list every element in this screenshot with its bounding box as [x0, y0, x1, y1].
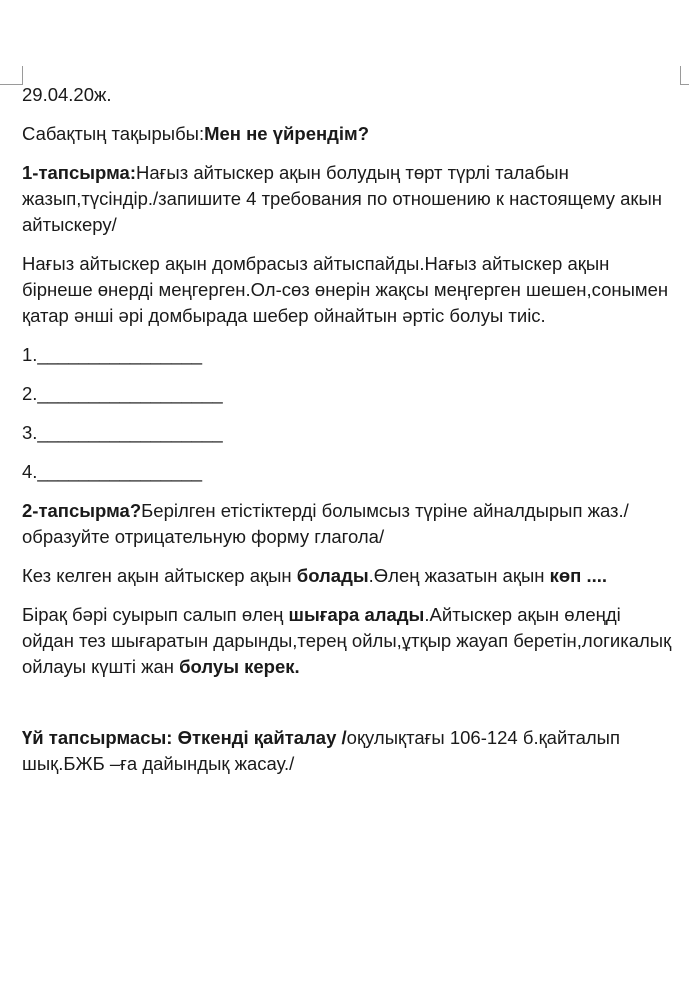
- task-2: [22, 498, 674, 550]
- homework-text: оқулықтағы 106-124 б.қайталып шық.БЖБ –ға дайындық жасау./: [22, 727, 620, 774]
- page-corner-mark-right: [680, 66, 689, 85]
- sentence-2-part-2: .Айтыскер ақын өлеңді ойдан тез шығаратын дарынды,терең ойлы,ұтқыр жауап беретін,логикалық ойлауы күшті жан: [22, 604, 672, 677]
- exercise-sentence-1: [22, 563, 674, 589]
- task-1-text: Нағыз айтыскер ақын болудың төрт түрлі талабын жазып,түсіндір./запишите 4 требования по отношению к настоящему акын айтыскеру/: [22, 162, 663, 235]
- homework-label: Үй тапсырмасы: Өткенді қайталау /: [22, 727, 347, 748]
- task-1-label: 1-тапсырма:: [22, 162, 137, 183]
- sentence-2-verb-1: шығара алады: [288, 604, 425, 625]
- passage-1: Нағыз айтыскер ақын домбрасыз айтыспайды.Нағыз айтыскер ақын бірнеше өнерді меңгерген.Ол-сөз өнерін жақсы меңгерген шешен,сонымен қатар әнші әрі домбырада шебер ойнайтын әртіс болуы тиіс.: [22, 253, 669, 326]
- answer-blank-4: 4.________________: [22, 461, 203, 482]
- sentence-1-verb-1: болады: [296, 565, 369, 586]
- vertical-gap: [22, 693, 674, 725]
- sentence-2-verb-2: болуы керек.: [179, 656, 300, 677]
- answer-blank-3: 3.__________________: [22, 422, 223, 443]
- task-2-text: Берілген етістіктерді болымсыз түріне айналдырып жаз./образуйте отрицательную форму глагола/: [22, 500, 629, 547]
- date-line: 29.04.20ж.: [22, 84, 112, 105]
- sentence-1-part-2: .Өлең жазатын ақын: [368, 565, 550, 586]
- topic-value: Мен не үйрендім?: [204, 123, 370, 144]
- exercise-sentence-2: [22, 602, 674, 680]
- task-1: [22, 160, 674, 238]
- lesson-topic: [22, 121, 674, 147]
- sentence-2-part-1: Бірақ бәрі суырып салып өлең: [22, 604, 289, 625]
- document-page: [22, 82, 674, 790]
- sentence-1-part-1: Кез келген ақын айтыскер ақын: [22, 565, 297, 586]
- answer-blank-2: 2.__________________: [22, 383, 223, 404]
- topic-label: Сабақтың тақырыбы:: [22, 123, 205, 144]
- page-corner-mark-left: [0, 66, 23, 85]
- task-2-label: 2-тапсырма?: [22, 500, 142, 521]
- homework: [22, 725, 674, 777]
- sentence-1-verb-2: көп ....: [549, 565, 608, 586]
- answer-blank-1: 1.________________: [22, 344, 203, 365]
